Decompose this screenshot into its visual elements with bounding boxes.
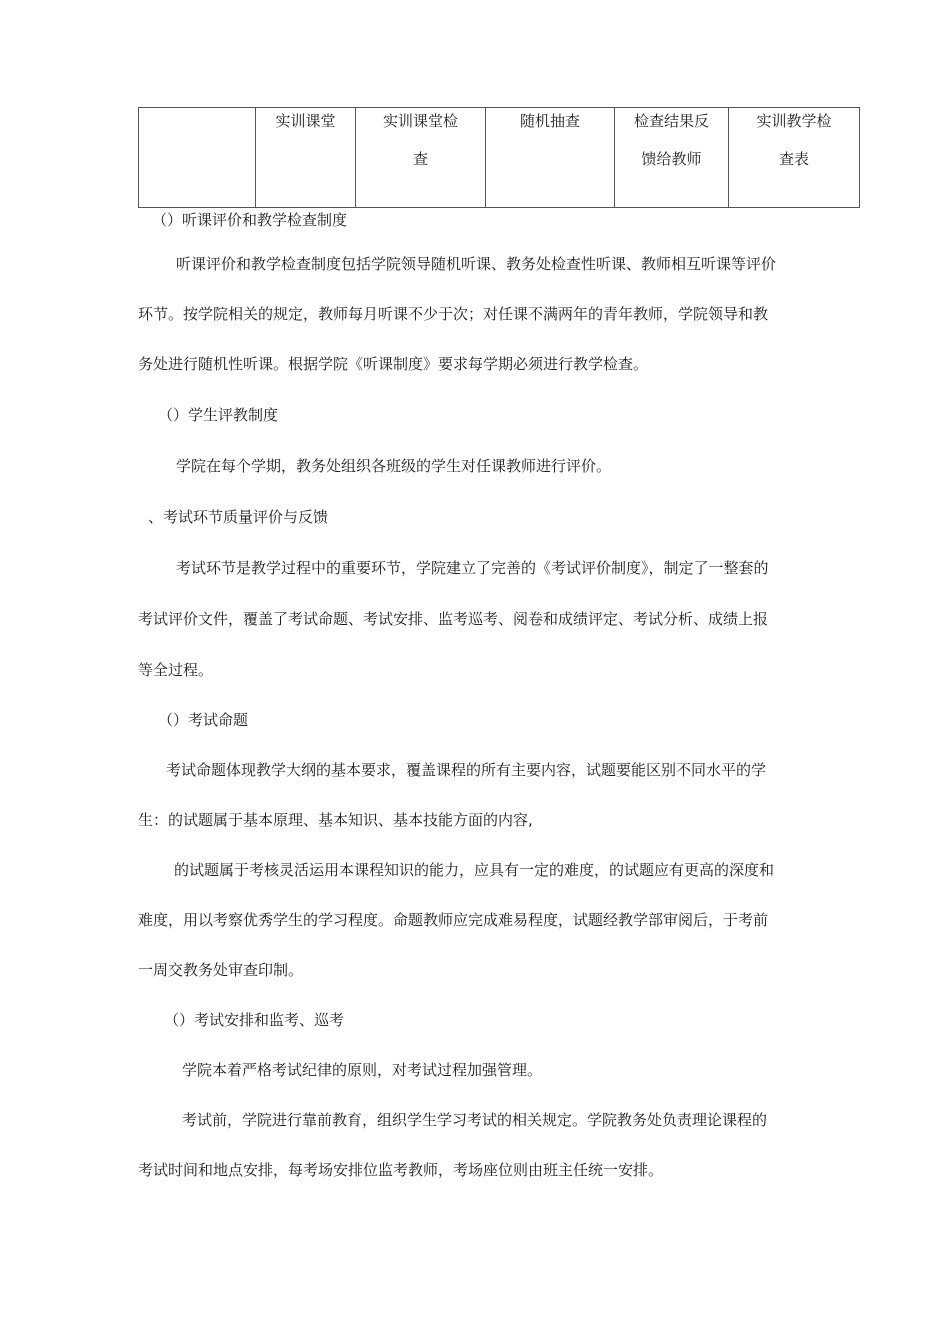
paragraph-line: 考试评价文件，覆盖了考试命题、考试安排、监考巡考、阅卷和成绩评定、考试分析、成绩上报 xyxy=(138,610,769,628)
section-heading-exam-proposition: （）考试命题 xyxy=(158,711,249,729)
cell-line: 馈给教师 xyxy=(641,150,702,168)
cell-line: 实训课堂 xyxy=(275,112,336,130)
paragraph-line: 学院本着严格考试纪律的原则，对考试过程加强管理。 xyxy=(182,1061,543,1079)
paragraph-line: 的试题属于考核灵活运用本课程知识的能力，应具有一定的难度，的试题应有更高的深度和 xyxy=(174,861,775,879)
table-row xyxy=(139,108,860,208)
inspection-table xyxy=(138,107,860,208)
table-cell-training-class xyxy=(256,108,356,208)
cell-line: 查 xyxy=(412,150,428,168)
cell-line: 随机抽查 xyxy=(519,112,580,130)
paragraph-line: 考试时间和地点安排，每考场安排位监考教师，考场座位则由班主任统一安排。 xyxy=(138,1161,664,1179)
section-heading-exam-quality: 、考试环节质量评价与反馈 xyxy=(148,508,329,526)
cell-line: 实训教学检 xyxy=(756,112,832,130)
paragraph-line: 务处进行随机性听课。根据学院《听课制度》要求每学期必须进行教学检查。 xyxy=(138,355,649,373)
cell-line: 实训课堂检 xyxy=(382,112,458,130)
paragraph-line: 考试命题体现教学大纲的基本要求，覆盖课程的所有主要内容，试题要能区别不同水平的学 xyxy=(166,761,767,779)
paragraph-line: 学院在每个学期，教务处组织各班级的学生对任课教师进行评价。 xyxy=(176,457,612,475)
section-heading-exam-arrangement: （）考试安排和监考、巡考 xyxy=(164,1011,345,1029)
paragraph-line: 难度，用以考察优秀学生的学习程度。命题教师应完成难易程度，试题经教学部审阅后，于考前 xyxy=(138,911,769,929)
section-heading-student-eval: （）学生评教制度 xyxy=(158,406,279,424)
table-cell-empty xyxy=(139,108,256,208)
paragraph-line: 考试环节是教学过程中的重要环节，学院建立了完善的《考试评价制度》，制定了一整套的 xyxy=(176,559,769,577)
table-cell-check-form xyxy=(729,108,860,208)
paragraph-line: 考试前，学院进行靠前教育，组织学生学习考试的相关规定。学院教务处负责理论课程的 xyxy=(182,1111,768,1129)
paragraph-line: 一周交教务处审查印制。 xyxy=(138,961,304,979)
cell-line: 查表 xyxy=(778,150,809,168)
cell-line: 检查结果反 xyxy=(633,112,709,130)
section-heading-lecture-eval: （）听课评价和教学检查制度 xyxy=(152,211,348,229)
paragraph-line: 等全过程。 xyxy=(138,661,214,679)
paragraph-line: 环节。按学院相关的规定，教师每月听课不少于次；对任课不满两年的青年教师，学院领导和教 xyxy=(138,305,769,323)
table-cell-training-check xyxy=(356,108,486,208)
paragraph-line: 生：的试题属于基本原理、基本知识、基本技能方面的内容, xyxy=(138,811,533,829)
table-cell-random-check xyxy=(486,108,615,208)
table-cell-feedback xyxy=(615,108,729,208)
paragraph-line: 听课评价和教学检查制度包括学院领导随机听课、教务处检查性听课、教师相互听课等评价 xyxy=(176,255,777,273)
